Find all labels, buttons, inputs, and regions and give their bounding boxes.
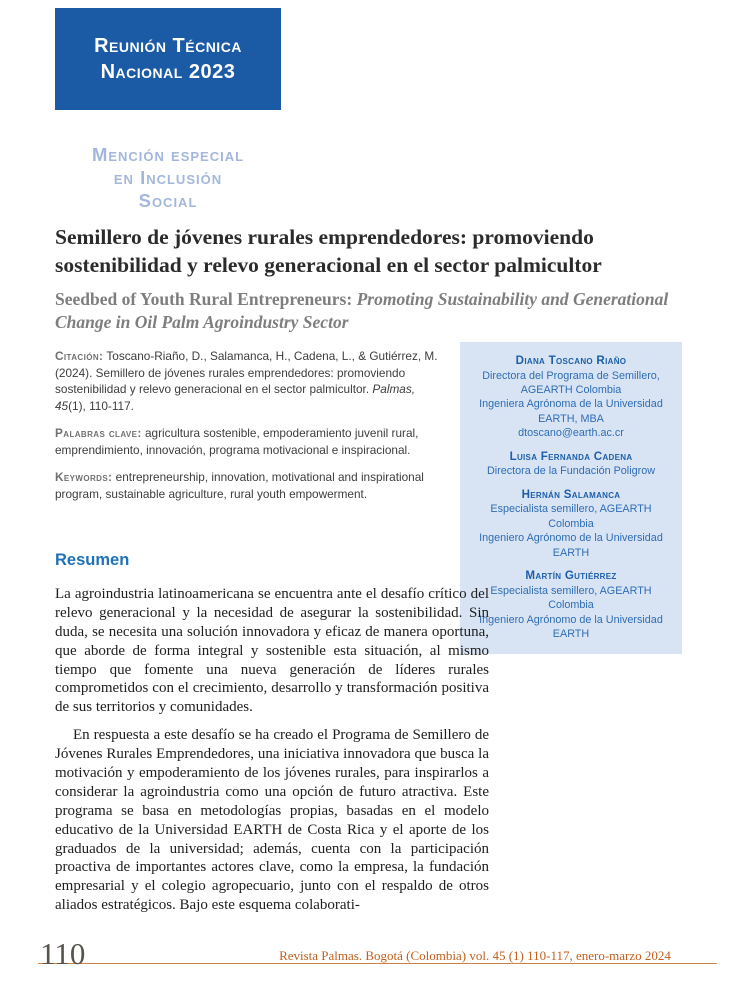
authors-box [460, 342, 682, 654]
subtitle-roman: Seedbed of Youth Rural Entrepreneurs: [55, 289, 357, 309]
article-subtitle [55, 288, 675, 334]
author-name: Diana Toscano Riaño [515, 354, 627, 367]
abstract-paragraph-1: La agroindustria latinoamericana se encuentra ante el desafío crítico del relevo generacional y la necesidad de asegurar la sostenibilidad. Sin duda, se necesita una solución innovadora y eficaz de manera oportuna, que aborde de forma integral y sostenible esta situación, al mismo tiempo que fomente una nueva generación de líderes rurales comprometidos con el crecimiento, desarrollo y transformación positiva de sus territorios y comunidades. [55, 586, 489, 716]
abstract-heading: Resumen [55, 551, 130, 569]
abstract-paragraph-2: En respuesta a este desafío se ha creado el Programa de Semillero de Jóvenes Rurales Emprendedores, una iniciativa innovadora que busca la motivación y empoderamiento de los jóvenes rurales, para inspirarlos a considerar la agroindustria como una opción de futuro atractiva. Este programa se basa en metodologías propias, basadas en el modelo educativo de la Universidad EARTH de Costa Rica y el aporte de los graduados de la universidad; además, cuenta con la participación proactiva de importantes actores clave, como la empresa, la fundación empresarial y el colegio agropecuario, junto con el respaldo de otros aliados estratégicos. Bajo este esquema colaborati- [55, 727, 489, 914]
author-details: Especialista semillero, AGEARTH Colombia Ingeniero Agrónomo de la Universidad EARTH [479, 503, 663, 559]
author-name: Hernán Salamanca [521, 487, 621, 501]
author-block [468, 568, 674, 641]
author-block [468, 353, 674, 441]
subtitle-italic: Promoting Sustainability and Generational Change in Oil Palm Agroindustry Sector [55, 289, 669, 332]
author-details: Especialista semillero, AGEARTH Colombia Ingeniero Agrónomo de la Universidad EARTH [479, 584, 663, 641]
citation-label: Citación: [55, 349, 104, 363]
author-name: Martín Gutiérrez [525, 569, 617, 583]
journal-info: Revista Palmas. Bogotá (Colombia) vol. 45 (1) 110-117, enero-marzo 2024 [279, 948, 671, 963]
page-number: 110 [40, 936, 86, 971]
keywords-en-label: Keywords: [55, 470, 113, 485]
keywords-es-text: agricultura sostenible, empoderamiento juvenil rural, emprendimiento, innovación, programa motivacional e inspiracional. [55, 426, 419, 457]
citation-text: Toscano-Riaño, D., Salamanca, H., Cadena, L., & Gutiérrez, M. (2024). Semillero de jóvenes rurales emprendedores: promoviendo sostenibilidad y relevo generacional en el sector palmicultor. [55, 349, 438, 397]
keywords-es [55, 425, 449, 458]
citation-pages: (1), 110-117. [68, 398, 134, 413]
keywords-en-text: entrepreneurship, innovation, motivational and inspirational program, sustainable agriculture, rural youth empowerment. [55, 470, 424, 501]
special-mention [55, 120, 281, 213]
award-badge-text: Reunión Técnica Nacional 2023 [94, 35, 242, 83]
citation [55, 348, 449, 414]
author-block [468, 449, 674, 479]
citation-journal-name: Palmas, 45 [55, 382, 416, 413]
award-badge [55, 8, 281, 110]
author-details: Directora del Programa de Semillero, AGEARTH Colombia Ingeniera Agrónoma de la Universidad EARTH, MBA dtoscano@earth.ac.cr [479, 369, 663, 440]
abstract-body [55, 585, 489, 915]
article-title: Semillero de jóvenes rurales emprendedores: promoviendo sostenibilidad y relevo generacional en el sector palmicultor [55, 225, 602, 277]
special-mention-text: Mención especial en Inclusión Social [91, 144, 245, 212]
article-metadata [55, 348, 449, 513]
author-name: Luisa Fernanda Cadena [509, 449, 633, 463]
author-details: Directora de la Fundación Poligrow [486, 465, 656, 478]
author-block [468, 487, 674, 560]
keywords-en [55, 469, 449, 502]
keywords-es-label: Palabras clave: [55, 426, 142, 441]
